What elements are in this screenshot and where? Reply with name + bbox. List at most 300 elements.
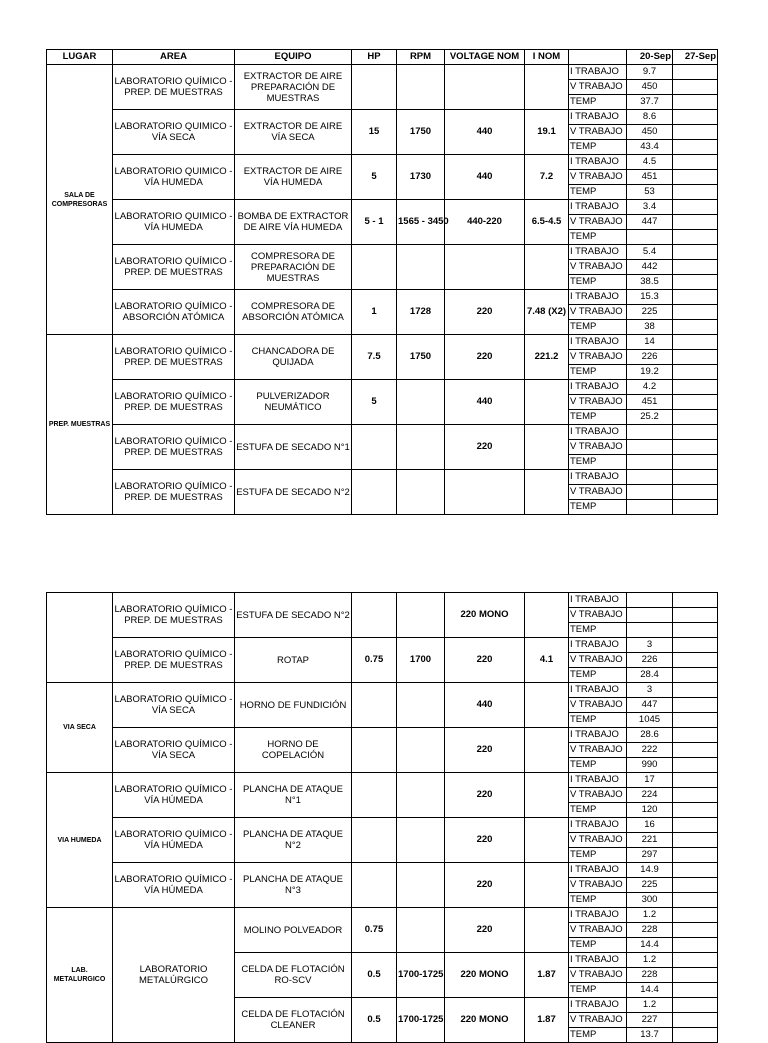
reading-cell-empty <box>673 125 718 140</box>
area-cell: LABORATORIO METALÚRGICO <box>113 908 235 1043</box>
equipo-cell: ESTUFA DE SECADO N°1 <box>235 425 352 470</box>
param-label-cell: V TRABAJO <box>569 260 627 275</box>
rpm-cell <box>397 65 445 110</box>
inom-cell <box>525 818 569 863</box>
voltage-cell: 220 <box>445 638 525 683</box>
reading-cell: 225 <box>627 305 673 320</box>
reading-cell-empty <box>673 455 718 470</box>
reading-cell-empty <box>673 593 718 608</box>
reading-cell: 1.2 <box>627 953 673 968</box>
reading-cell: 447 <box>627 698 673 713</box>
inom-cell: 4.1 <box>525 638 569 683</box>
lugar-cell: PREP. MUESTRAS <box>47 335 113 515</box>
reading-cell <box>627 623 673 638</box>
reading-cell-empty <box>673 425 718 440</box>
reading-cell: 17 <box>627 773 673 788</box>
rpm-cell <box>397 683 445 728</box>
header-param <box>569 50 627 65</box>
reading-cell: 9.7 <box>627 65 673 80</box>
reading-cell: 3 <box>627 683 673 698</box>
inom-cell <box>525 380 569 425</box>
param-label-cell: TEMP <box>569 500 627 515</box>
voltage-cell: 220 <box>445 290 525 335</box>
voltage-cell: 440 <box>445 110 525 155</box>
param-label-cell: I TRABAJO <box>569 335 627 350</box>
equipo-cell: HORNO DE FUNDICIÓN <box>235 683 352 728</box>
param-label-cell: V TRABAJO <box>569 350 627 365</box>
reading-cell-empty <box>673 968 718 983</box>
hp-cell <box>352 425 397 470</box>
param-label-cell: I TRABAJO <box>569 425 627 440</box>
param-label-cell: I TRABAJO <box>569 200 627 215</box>
param-label-cell: V TRABAJO <box>569 833 627 848</box>
lugar-cell: LAB. METALURGICO <box>47 908 113 1043</box>
equipo-cell: EXTRACTOR DE AIRE PREPARACIÓN DE MUESTRAS <box>235 65 352 110</box>
reading-cell: 226 <box>627 653 673 668</box>
reading-cell-empty <box>673 320 718 335</box>
param-label-cell: V TRABAJO <box>569 788 627 803</box>
table-row <box>47 773 718 788</box>
table-row <box>47 470 718 485</box>
reading-cell <box>627 485 673 500</box>
reading-cell-empty <box>673 170 718 185</box>
reading-cell-empty <box>673 65 718 80</box>
reading-cell-empty <box>673 938 718 953</box>
reading-cell-empty <box>673 410 718 425</box>
param-label-cell: TEMP <box>569 230 627 245</box>
reading-cell-empty <box>673 200 718 215</box>
reading-cell <box>627 425 673 440</box>
reading-cell: 120 <box>627 803 673 818</box>
hp-cell: 0.5 <box>352 998 397 1043</box>
reading-cell: 38.5 <box>627 275 673 290</box>
param-label-cell: V TRABAJO <box>569 653 627 668</box>
hp-cell: 0.75 <box>352 908 397 953</box>
inom-cell <box>525 425 569 470</box>
param-label-cell: V TRABAJO <box>569 743 627 758</box>
voltage-cell <box>445 65 525 110</box>
rpm-cell <box>397 425 445 470</box>
hp-cell <box>352 818 397 863</box>
area-cell: LABORATORIO QUÍMICO - VÍA HÚMEDA <box>113 818 235 863</box>
reading-cell: 25.2 <box>627 410 673 425</box>
reading-cell: 38 <box>627 320 673 335</box>
hp-cell <box>352 863 397 908</box>
param-label-cell: I TRABAJO <box>569 818 627 833</box>
rpm-cell: 1700-1725 <box>397 998 445 1043</box>
equipo-cell: COMPRESORA DE PREPARACIÓN DE MUESTRAS <box>235 245 352 290</box>
inom-cell <box>525 470 569 515</box>
inom-cell <box>525 245 569 290</box>
reading-cell-empty <box>673 485 718 500</box>
reading-cell-empty <box>673 260 718 275</box>
reading-cell-empty <box>673 215 718 230</box>
rpm-cell <box>397 470 445 515</box>
area-cell: LABORATORIO QUÍMICO - PREP. DE MUESTRAS <box>113 425 235 470</box>
reading-cell: 226 <box>627 350 673 365</box>
param-label-cell: I TRABAJO <box>569 245 627 260</box>
area-cell: LABORATORIO QUÍMICO - VÍA HÚMEDA <box>113 863 235 908</box>
reading-cell-empty <box>673 863 718 878</box>
equipo-cell: PLANCHA DE ATAQUE N°3 <box>235 863 352 908</box>
param-label-cell: I TRABAJO <box>569 908 627 923</box>
rpm-cell <box>397 593 445 638</box>
reading-cell-empty <box>673 185 718 200</box>
param-label-cell: TEMP <box>569 95 627 110</box>
reading-cell-empty <box>673 608 718 623</box>
reading-cell: 451 <box>627 170 673 185</box>
reading-cell: 13.7 <box>627 1028 673 1043</box>
table-row <box>47 200 718 215</box>
reading-cell: 1045 <box>627 713 673 728</box>
inom-cell: 1.87 <box>525 953 569 998</box>
hp-cell: 5 - 1 <box>352 200 397 245</box>
equipo-cell: CELDA DE FLOTACIÓN CLEANER <box>235 998 352 1043</box>
header-area: AREA <box>113 50 235 65</box>
reading-cell: 43.4 <box>627 140 673 155</box>
table-row <box>47 380 718 395</box>
table-row <box>47 290 718 305</box>
reading-cell-empty <box>673 923 718 938</box>
param-label-cell: TEMP <box>569 983 627 998</box>
area-cell: LABORATORIO QUIMICO - VÍA SECA <box>113 110 235 155</box>
hp-cell <box>352 65 397 110</box>
table-row <box>47 110 718 125</box>
reading-cell: 8.6 <box>627 110 673 125</box>
param-label-cell: TEMP <box>569 713 627 728</box>
reading-cell: 28.4 <box>627 668 673 683</box>
param-label-cell: TEMP <box>569 455 627 470</box>
voltage-cell: 220 MONO <box>445 953 525 998</box>
reading-cell-empty <box>673 773 718 788</box>
rpm-cell: 1565 - 3450 <box>397 200 445 245</box>
reading-cell: 225 <box>627 878 673 893</box>
reading-cell-empty <box>673 305 718 320</box>
reading-cell-empty <box>673 698 718 713</box>
reading-cell-empty <box>673 713 718 728</box>
table-row <box>47 683 718 698</box>
reading-cell: 28.6 <box>627 728 673 743</box>
table-row <box>47 638 718 653</box>
area-cell: LABORATORIO QUÍMICO - PREP. DE MUESTRAS <box>113 638 235 683</box>
equipo-cell: CELDA DE FLOTACIÓN RO-SCV <box>235 953 352 998</box>
equipo-cell: ESTUFA DE SECADO N°2 <box>235 470 352 515</box>
equipo-cell: PLANCHA DE ATAQUE N°1 <box>235 773 352 818</box>
param-label-cell: V TRABAJO <box>569 878 627 893</box>
inom-cell <box>525 65 569 110</box>
reading-cell-empty <box>673 1028 718 1043</box>
reading-cell: 3 <box>627 638 673 653</box>
table-row <box>47 863 718 878</box>
reading-cell-empty <box>673 788 718 803</box>
voltage-cell: 220 <box>445 335 525 380</box>
area-cell: LABORATORIO QUÍMICO - PREP. DE MUESTRAS <box>113 380 235 425</box>
reading-cell <box>627 608 673 623</box>
param-label-cell: V TRABAJO <box>569 170 627 185</box>
param-label-cell: I TRABAJO <box>569 65 627 80</box>
reading-cell-empty <box>673 380 718 395</box>
param-label-cell: I TRABAJO <box>569 290 627 305</box>
reading-cell-empty <box>673 335 718 350</box>
reading-cell-empty <box>673 998 718 1013</box>
reading-cell <box>627 593 673 608</box>
lugar-cell <box>47 593 113 683</box>
equipo-cell: EXTRACTOR DE AIRE VÍA SECA <box>235 110 352 155</box>
reading-cell-empty <box>673 110 718 125</box>
voltage-cell: 440-220 <box>445 200 525 245</box>
equipo-cell: MOLINO POLVEADOR <box>235 908 352 953</box>
reading-cell: 222 <box>627 743 673 758</box>
table-row <box>47 155 718 170</box>
voltage-cell: 440 <box>445 683 525 728</box>
reading-cell-empty <box>673 893 718 908</box>
hp-cell <box>352 683 397 728</box>
table-row <box>47 818 718 833</box>
header-hp: HP <box>352 50 397 65</box>
param-label-cell: TEMP <box>569 623 627 638</box>
param-label-cell: I TRABAJO <box>569 470 627 485</box>
lugar-cell: VIA SECA <box>47 683 113 773</box>
param-label-cell: TEMP <box>569 1028 627 1043</box>
reading-cell <box>627 500 673 515</box>
voltage-cell: 440 <box>445 380 525 425</box>
reading-cell: 16 <box>627 818 673 833</box>
hp-cell <box>352 773 397 818</box>
param-label-cell: V TRABAJO <box>569 215 627 230</box>
hp-cell: 0.5 <box>352 953 397 998</box>
reading-cell <box>627 440 673 455</box>
table-row <box>47 335 718 350</box>
table-row <box>47 245 718 260</box>
voltage-cell: 220 <box>445 908 525 953</box>
spreadsheet-page-top <box>46 49 717 512</box>
reading-cell-empty <box>673 230 718 245</box>
rpm-cell: 1700-1725 <box>397 953 445 998</box>
voltage-cell: 220 <box>445 773 525 818</box>
equipment-table-bottom <box>46 592 718 1043</box>
reading-cell-empty <box>673 728 718 743</box>
header-date-1: 20-Sep <box>627 50 673 65</box>
reading-cell: 14.4 <box>627 983 673 998</box>
param-label-cell: V TRABAJO <box>569 125 627 140</box>
param-label-cell: I TRABAJO <box>569 998 627 1013</box>
reading-cell: 14.4 <box>627 938 673 953</box>
reading-cell: 1.2 <box>627 908 673 923</box>
reading-cell-empty <box>673 683 718 698</box>
reading-cell: 990 <box>627 758 673 773</box>
reading-cell: 300 <box>627 893 673 908</box>
hp-cell: 5 <box>352 155 397 200</box>
param-label-cell: TEMP <box>569 140 627 155</box>
hp-cell: 5 <box>352 380 397 425</box>
rpm-cell <box>397 773 445 818</box>
param-label-cell: TEMP <box>569 803 627 818</box>
inom-cell <box>525 773 569 818</box>
voltage-cell: 220 MONO <box>445 998 525 1043</box>
area-cell: LABORATORIO QUÍMICO - PREP. DE MUESTRAS <box>113 470 235 515</box>
reading-cell-empty <box>673 140 718 155</box>
area-cell: LABORATORIO QUÍMICO - ABSORCIÓN ATÓMICA <box>113 290 235 335</box>
param-label-cell: I TRABAJO <box>569 863 627 878</box>
header-lugar: LUGAR <box>47 50 113 65</box>
area-cell: LABORATORIO QUÍMICO - PREP. DE MUESTRAS <box>113 335 235 380</box>
inom-cell <box>525 908 569 953</box>
equipo-cell: ROTAP <box>235 638 352 683</box>
voltage-cell: 220 <box>445 728 525 773</box>
reading-cell: 53 <box>627 185 673 200</box>
reading-cell <box>627 455 673 470</box>
param-label-cell: V TRABAJO <box>569 305 627 320</box>
reading-cell-empty <box>673 395 718 410</box>
voltage-cell <box>445 470 525 515</box>
param-label-cell: V TRABAJO <box>569 698 627 713</box>
reading-cell-empty <box>673 638 718 653</box>
reading-cell: 297 <box>627 848 673 863</box>
reading-cell-empty <box>673 833 718 848</box>
reading-cell: 3.4 <box>627 200 673 215</box>
reading-cell: 14 <box>627 335 673 350</box>
reading-cell-empty <box>673 983 718 998</box>
voltage-cell: 220 <box>445 425 525 470</box>
reading-cell: 227 <box>627 1013 673 1028</box>
reading-cell: 221 <box>627 833 673 848</box>
inom-cell: 19.1 <box>525 110 569 155</box>
reading-cell-empty <box>673 365 718 380</box>
hp-cell: 15 <box>352 110 397 155</box>
equipo-cell: ESTUFA DE SECADO N°2 <box>235 593 352 638</box>
hp-cell: 0.75 <box>352 638 397 683</box>
reading-cell-empty <box>673 290 718 305</box>
reading-cell: 4.5 <box>627 155 673 170</box>
reading-cell-empty <box>673 818 718 833</box>
reading-cell: 19.2 <box>627 365 673 380</box>
reading-cell: 14.9 <box>627 863 673 878</box>
inom-cell: 1.87 <box>525 998 569 1043</box>
header-inom: I NOM <box>525 50 569 65</box>
rpm-cell: 1730 <box>397 155 445 200</box>
param-label-cell: V TRABAJO <box>569 440 627 455</box>
reading-cell-empty <box>673 803 718 818</box>
param-label-cell: I TRABAJO <box>569 155 627 170</box>
param-label-cell: I TRABAJO <box>569 773 627 788</box>
param-label-cell: V TRABAJO <box>569 923 627 938</box>
param-label-cell: TEMP <box>569 185 627 200</box>
spreadsheet-page-bottom <box>46 592 717 1040</box>
reading-cell-empty <box>673 95 718 110</box>
reading-cell-empty <box>673 1013 718 1028</box>
param-label-cell: TEMP <box>569 848 627 863</box>
param-label-cell: TEMP <box>569 938 627 953</box>
rpm-cell: 1700 <box>397 638 445 683</box>
reading-cell-empty <box>673 758 718 773</box>
reading-cell-empty <box>673 275 718 290</box>
equipo-cell: BOMBA DE EXTRACTOR DE AIRE VÍA HUMEDA <box>235 200 352 245</box>
area-cell: LABORATORIO QUÍMICO - VÍA SECA <box>113 728 235 773</box>
rpm-cell: 1750 <box>397 110 445 155</box>
lugar-cell: SALA DE COMPRESORAS <box>47 65 113 335</box>
voltage-cell: 220 <box>445 818 525 863</box>
rpm-cell <box>397 245 445 290</box>
inom-cell: 6.5-4.5 <box>525 200 569 245</box>
param-label-cell: TEMP <box>569 410 627 425</box>
param-label-cell: I TRABAJO <box>569 953 627 968</box>
rpm-cell <box>397 908 445 953</box>
param-label-cell: TEMP <box>569 893 627 908</box>
reading-cell <box>627 470 673 485</box>
param-label-cell: I TRABAJO <box>569 110 627 125</box>
table-row <box>47 908 718 923</box>
equipo-cell: EXTRACTOR DE AIRE VÍA HUMEDA <box>235 155 352 200</box>
reading-cell: 1.2 <box>627 998 673 1013</box>
reading-cell-empty <box>673 743 718 758</box>
reading-cell: 442 <box>627 260 673 275</box>
param-label-cell: V TRABAJO <box>569 395 627 410</box>
param-label-cell: TEMP <box>569 668 627 683</box>
equipo-cell: HORNO DE COPELACIÓN <box>235 728 352 773</box>
rpm-cell <box>397 818 445 863</box>
area-cell: LABORATORIO QUIMICO - VÍA HUMEDA <box>113 155 235 200</box>
header-row <box>47 50 718 65</box>
equipo-cell: CHANCADORA DE QUIJADA <box>235 335 352 380</box>
hp-cell <box>352 245 397 290</box>
inom-cell: 221.2 <box>525 335 569 380</box>
reading-cell <box>627 230 673 245</box>
equipo-cell: PULVERIZADOR NEUMÁTICO <box>235 380 352 425</box>
header-date-2: 27-Sep <box>673 50 718 65</box>
rpm-cell <box>397 863 445 908</box>
param-label-cell: I TRABAJO <box>569 380 627 395</box>
hp-cell <box>352 470 397 515</box>
inom-cell: 7.2 <box>525 155 569 200</box>
hp-cell: 1 <box>352 290 397 335</box>
table-row <box>47 728 718 743</box>
area-cell: LABORATORIO QUÍMICO - PREP. DE MUESTRAS <box>113 593 235 638</box>
param-label-cell: V TRABAJO <box>569 968 627 983</box>
area-cell: LABORATORIO QUÍMICO - PREP. DE MUESTRAS <box>113 245 235 290</box>
reading-cell: 15.3 <box>627 290 673 305</box>
inom-cell <box>525 683 569 728</box>
reading-cell-empty <box>673 245 718 260</box>
area-cell: LABORATORIO QUIMICO - VÍA HUMEDA <box>113 200 235 245</box>
area-cell: LABORATORIO QUÍMICO - PREP. DE MUESTRAS <box>113 65 235 110</box>
reading-cell-empty <box>673 878 718 893</box>
header-rpm: RPM <box>397 50 445 65</box>
reading-cell: 447 <box>627 215 673 230</box>
header-voltage: VOLTAGE NOM <box>445 50 525 65</box>
reading-cell-empty <box>673 350 718 365</box>
area-cell: LABORATORIO QUÍMICO - VÍA SECA <box>113 683 235 728</box>
hp-cell: 7.5 <box>352 335 397 380</box>
voltage-cell: 440 <box>445 155 525 200</box>
param-label-cell: TEMP <box>569 275 627 290</box>
param-label-cell: V TRABAJO <box>569 1013 627 1028</box>
param-label-cell: V TRABAJO <box>569 485 627 500</box>
rpm-cell <box>397 380 445 425</box>
reading-cell-empty <box>673 500 718 515</box>
equipo-cell: PLANCHA DE ATAQUE N°2 <box>235 818 352 863</box>
reading-cell-empty <box>673 848 718 863</box>
reading-cell: 37.7 <box>627 95 673 110</box>
lugar-cell: VIA HUMEDA <box>47 773 113 908</box>
param-label-cell: V TRABAJO <box>569 80 627 95</box>
reading-cell-empty <box>673 908 718 923</box>
reading-cell-empty <box>673 953 718 968</box>
reading-cell-empty <box>673 623 718 638</box>
reading-cell-empty <box>673 155 718 170</box>
reading-cell-empty <box>673 80 718 95</box>
hp-cell <box>352 593 397 638</box>
param-label-cell: V TRABAJO <box>569 608 627 623</box>
